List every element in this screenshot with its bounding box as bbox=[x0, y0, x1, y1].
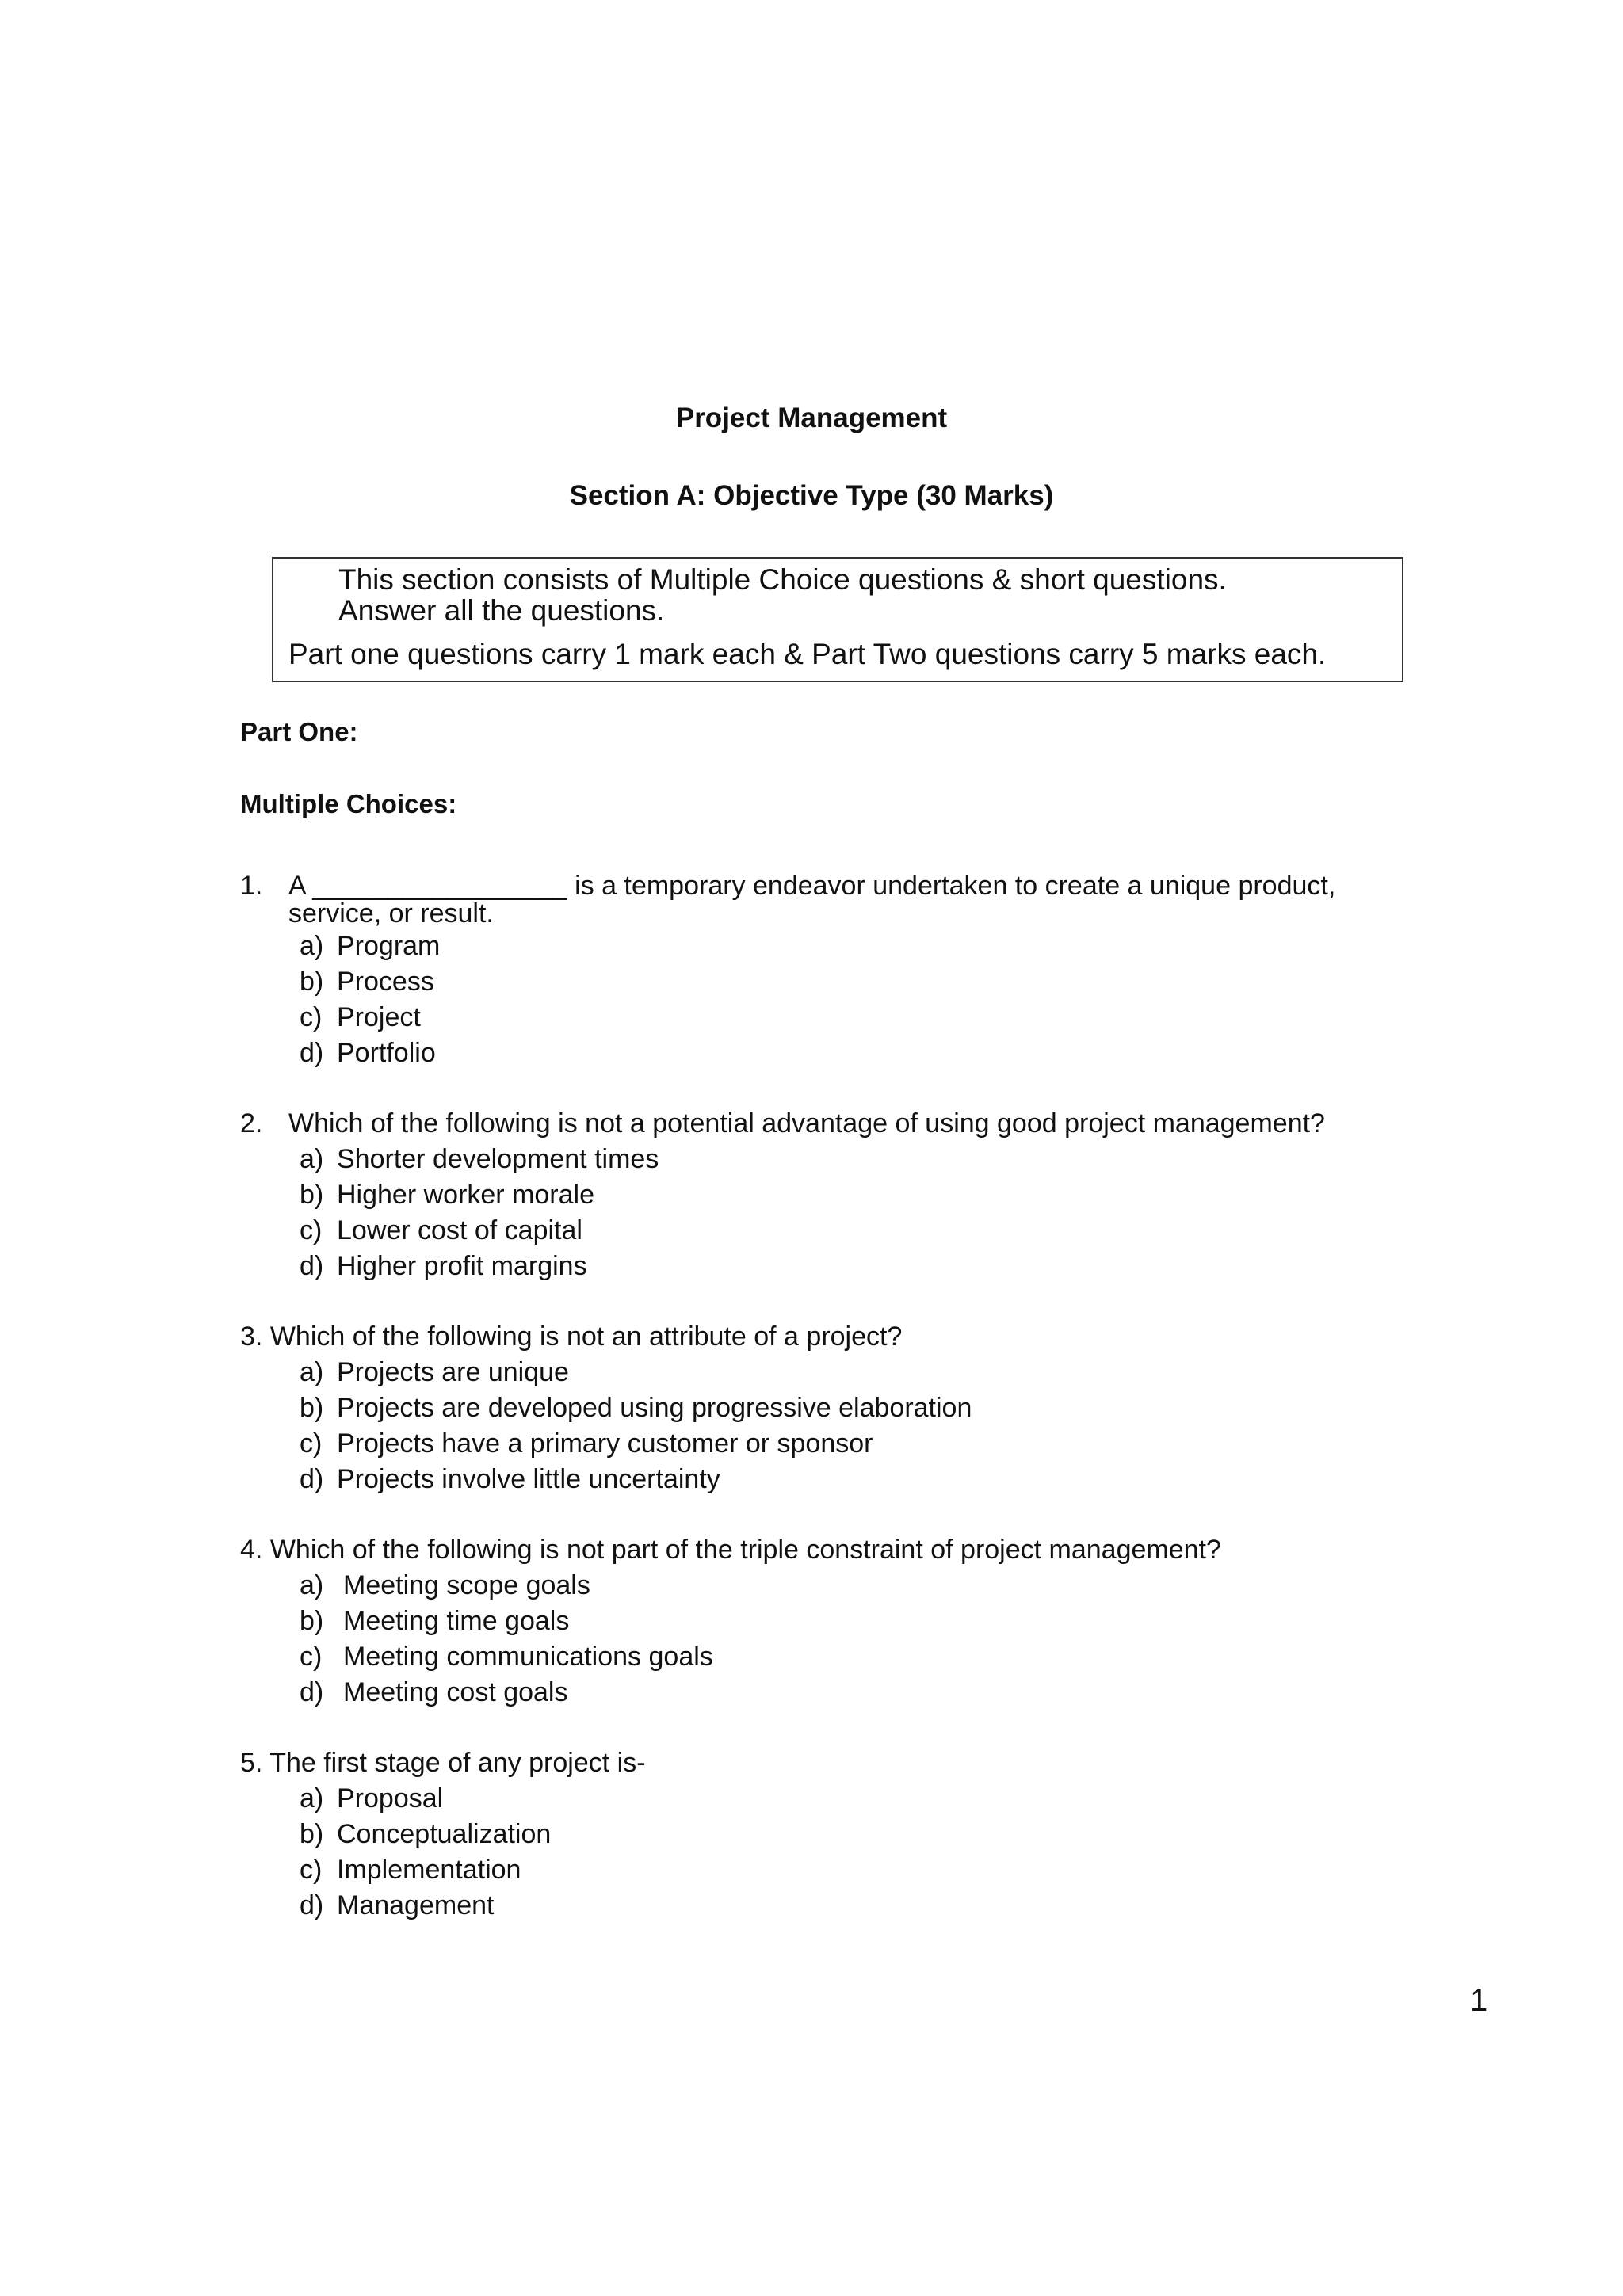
option bbox=[300, 1357, 569, 1387]
option-text: Portfolio bbox=[337, 1038, 436, 1068]
option bbox=[300, 1251, 587, 1281]
option bbox=[300, 1464, 720, 1494]
page-number: 1 bbox=[1470, 1983, 1488, 2018]
instruction-line-1: This section consists of Multiple Choice questions & short questions. bbox=[338, 563, 1227, 596]
option-letter: a) bbox=[300, 1570, 324, 1600]
option-letter: c) bbox=[300, 1855, 323, 1885]
option bbox=[300, 1038, 436, 1068]
option-letter: b) bbox=[300, 1180, 324, 1210]
option-text: Conceptualization bbox=[337, 1819, 552, 1849]
option-text: Project bbox=[337, 1002, 421, 1032]
option-letter: a) bbox=[300, 1357, 324, 1387]
option bbox=[300, 1677, 568, 1707]
question-number: 3. bbox=[240, 1322, 263, 1352]
option-text: Proposal bbox=[337, 1783, 444, 1814]
option bbox=[300, 1570, 590, 1600]
question-line bbox=[240, 1535, 1221, 1565]
part-label: Part One: bbox=[240, 717, 358, 746]
option bbox=[300, 1606, 569, 1636]
option-text: Meeting cost goals bbox=[343, 1677, 568, 1707]
option-letter: d) bbox=[300, 1464, 324, 1494]
option-letter: d) bbox=[300, 1038, 324, 1068]
question-text: Which of the following is not an attribute of a project? bbox=[269, 1322, 903, 1352]
question-number: 1. bbox=[240, 871, 263, 901]
option-letter: b) bbox=[300, 967, 324, 997]
option bbox=[300, 1393, 972, 1423]
instruction-line-3: Part one questions carry 1 mark each & Part Two questions carry 5 marks each. bbox=[288, 638, 1327, 670]
question-text: Which of the following is not part of the triple constraint of project management? bbox=[269, 1535, 1221, 1565]
option-text: Meeting scope goals bbox=[343, 1570, 590, 1600]
option-letter: c) bbox=[300, 1642, 323, 1672]
option bbox=[300, 1215, 582, 1245]
option-text: Projects involve little uncertainty bbox=[337, 1464, 720, 1494]
option-letter: d) bbox=[300, 1890, 324, 1920]
option-text: Lower cost of capital bbox=[337, 1215, 582, 1245]
option bbox=[300, 1855, 521, 1885]
option bbox=[300, 1819, 551, 1849]
option-letter: d) bbox=[300, 1677, 324, 1707]
question-number: 4. bbox=[240, 1535, 263, 1565]
option-letter: c) bbox=[300, 1428, 323, 1459]
question-text: Which of the following is not a potential advantage of using good project management? bbox=[288, 1108, 1325, 1138]
section-heading: Section A: Objective Type (30 Marks) bbox=[569, 480, 1054, 511]
option bbox=[300, 1642, 713, 1672]
option-text: Process bbox=[337, 967, 434, 997]
option-letter: b) bbox=[300, 1819, 324, 1849]
option-text: Meeting communications goals bbox=[343, 1642, 713, 1672]
option-letter: a) bbox=[300, 1144, 324, 1174]
option bbox=[300, 1428, 873, 1459]
option-text: Implementation bbox=[337, 1855, 521, 1885]
option-letter: b) bbox=[300, 1393, 324, 1423]
option bbox=[300, 1783, 443, 1814]
subsection-label: Multiple Choices: bbox=[240, 789, 457, 818]
instructions-box bbox=[272, 557, 1403, 682]
instruction-line-2: Answer all the questions. bbox=[338, 594, 665, 627]
option-text: Management bbox=[337, 1890, 495, 1920]
option-text: Higher worker morale bbox=[337, 1180, 594, 1210]
option bbox=[300, 931, 440, 961]
option-letter: b) bbox=[300, 1606, 324, 1636]
option bbox=[300, 1002, 421, 1032]
document-title: Project Management bbox=[675, 402, 948, 433]
option-letter: a) bbox=[300, 1783, 324, 1814]
option-text: Higher profit margins bbox=[337, 1251, 587, 1281]
option-text: Projects are developed using progressive elaboration bbox=[337, 1393, 972, 1423]
question-line bbox=[240, 1748, 646, 1778]
option-letter: c) bbox=[300, 1215, 323, 1245]
option-text: Projects are unique bbox=[337, 1357, 569, 1387]
option bbox=[300, 1180, 594, 1210]
option-text: Projects have a primary customer or sponsor bbox=[337, 1428, 873, 1459]
option-text: Shorter development times bbox=[337, 1144, 659, 1174]
option bbox=[300, 967, 434, 997]
question-text: A _________________ is a temporary endeavor undertaken to create a unique product, bbox=[288, 871, 1336, 901]
question-line bbox=[240, 1322, 902, 1352]
question-number: 2. bbox=[240, 1108, 263, 1138]
option-text: Meeting time goals bbox=[343, 1606, 570, 1636]
option bbox=[300, 1890, 494, 1920]
question-number: 5. bbox=[240, 1748, 263, 1778]
question-line bbox=[240, 871, 1335, 901]
question-text: The first stage of any project is- bbox=[269, 1748, 646, 1778]
option-letter: c) bbox=[300, 1002, 323, 1032]
option-text: Program bbox=[337, 931, 441, 961]
question-line bbox=[240, 1108, 1325, 1138]
question-text-continued: service, or result. bbox=[288, 898, 494, 929]
option bbox=[300, 1144, 659, 1174]
option-letter: a) bbox=[300, 931, 324, 961]
option-letter: d) bbox=[300, 1251, 324, 1281]
